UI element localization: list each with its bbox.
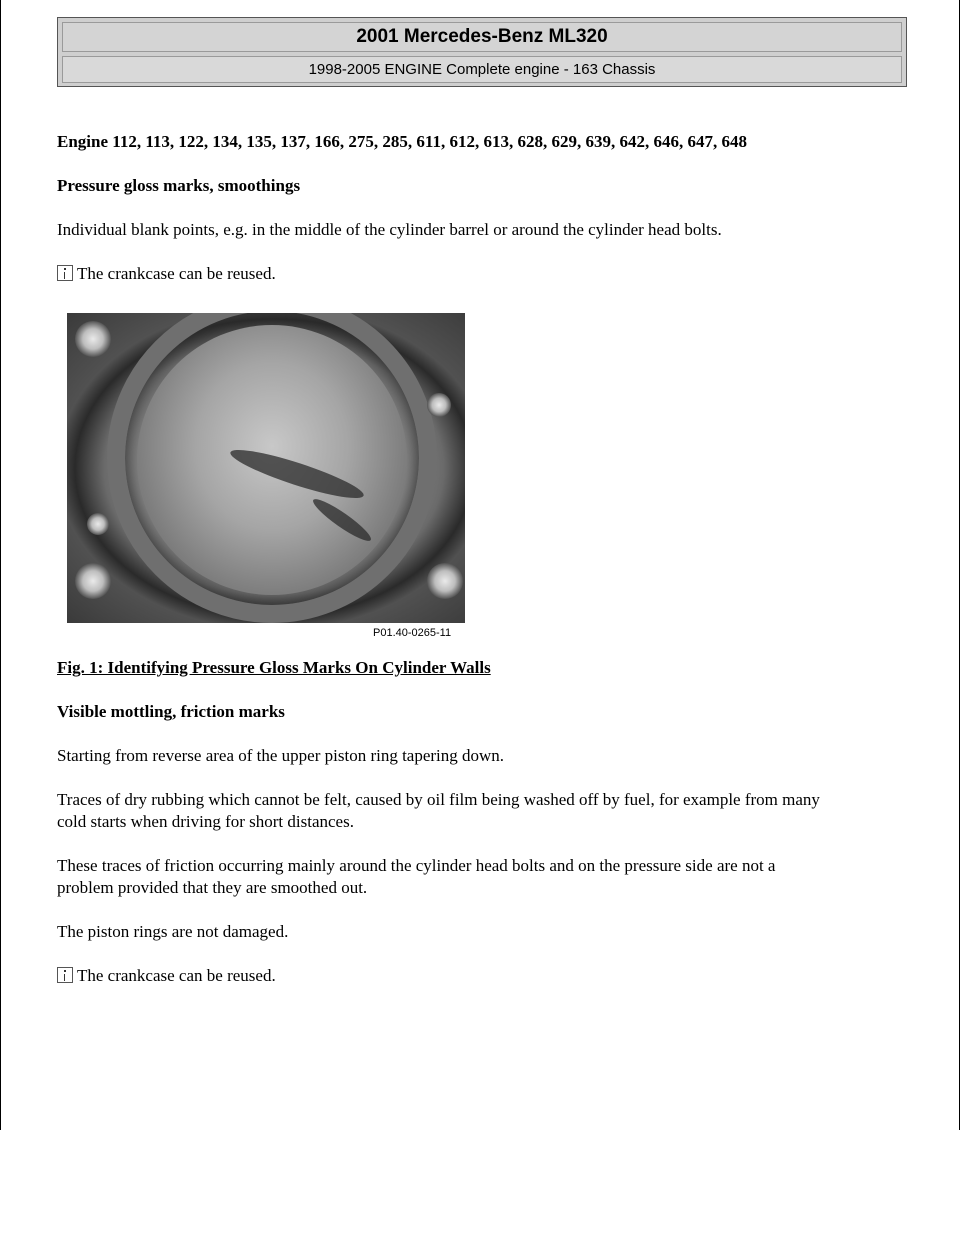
head-bolt-hole [75,563,111,599]
figure-caption[interactable]: Fig. 1: Identifying Pressure Gloss Marks On Cylinder Walls [57,658,491,677]
note-reuse-2 [57,965,276,987]
head-bolt-hole [75,321,111,357]
note-text: The crankcase can be reused. [77,264,276,283]
paragraph-blank-points: Individual blank points, e.g. in the middle of the cylinder barrel or around the cylinder head bolts. [57,220,722,239]
paragraph-friction-traces-1: These traces of friction occurring mainly around the cylinder head bolts and on the pressure side are not a [57,856,776,875]
head-bolt-hole [87,513,109,535]
paragraph-dry-rubbing-2: cold starts when driving for short distances. [57,812,354,831]
heading-pressure-gloss: Pressure gloss marks, smoothings [57,176,301,195]
head-bolt-hole [427,563,463,599]
document-header [57,17,907,87]
engines-line: Engine 112, 113, 122, 134, 135, 137, 166, 275, 285, 611, 612, 613, 628, 629, 639, 642, 646, 647, 648 [57,132,747,151]
paragraph-friction-traces-2: problem provided that they are smoothed out. [57,878,368,897]
figure-code: P01.40-0265-11 [373,627,452,639]
info-note-icon [57,265,73,281]
cylinder-wall-photo [67,313,465,623]
info-note-icon [57,967,73,983]
note-text: The crankcase can be reused. [77,966,276,985]
paragraph-dry-rubbing-1: Traces of dry rubbing which cannot be felt, caused by oil film being washed off by fuel, for example from many [57,790,820,809]
head-bolt-hole [427,393,451,417]
heading-visible-mottling: Visible mottling, friction marks [57,702,285,721]
paragraph-reverse-area: Starting from reverse area of the upper piston ring tapering down. [57,746,505,765]
header-subtitle: 1998-2005 ENGINE Complete engine - 163 Chassis [62,56,902,83]
note-reuse-1 [57,263,276,285]
page-border-left [0,0,1,1130]
paragraph-piston-rings: The piston rings are not damaged. [57,922,289,941]
header-title: 2001 Mercedes-Benz ML320 [62,22,902,52]
